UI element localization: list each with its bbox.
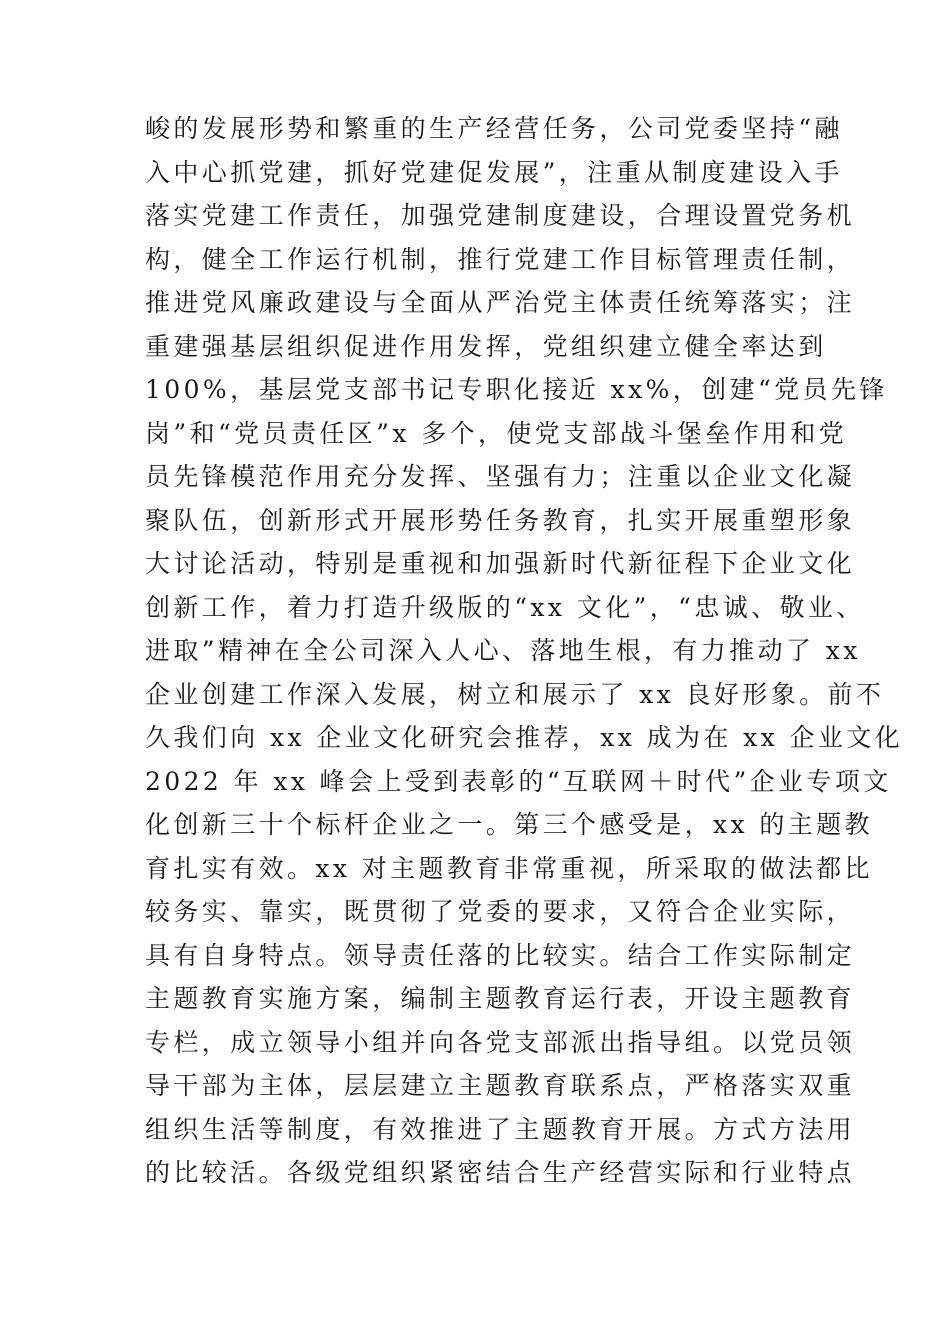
text-line: 聚队伍，创新形式开展形势任务教育，扎实开展重塑形象 [145, 505, 856, 535]
text-line: 落实党建工作责任，加强党建制度建设，合理设置党务机 [145, 201, 856, 230]
text-line: 员先锋模范作用充分发挥、坚强有力；注重以企业文化凝 [145, 462, 856, 491]
text-line: 进取”精神在全公司深入人心、落地生根，有力推动了 xx [145, 636, 861, 665]
text-line: 大讨论活动，特别是重视和加强新时代新征程下企业文化 [145, 549, 856, 578]
body-text [145, 107, 904, 1195]
text-line: 较务实、靠实，既贯彻了党委的要求，又符合企业实际， [145, 897, 856, 926]
text-line: 导干部为主体，层层建立主题教育联系点，严格落实双重 [145, 1071, 856, 1100]
text-line: 重建强基层组织促进作用发挥，党组织建立健全率达到 [145, 331, 827, 361]
text-line: 化创新三十个标杆企业之一。第三个感受是，xx 的主题教 [145, 810, 873, 839]
text-line: 构，健全工作运行机制，推行党建工作目标管理责任制， [145, 244, 856, 274]
text-line: 推进党风廉政建设与全面从严治党主体责任统筹落实；注 [145, 288, 856, 317]
text-line: 峻的发展形势和繁重的生产经营任务，公司党委坚持“融 [145, 114, 843, 143]
text-line: 育扎实有效。xx 对主题教育非常重视，所采取的做法都比 [145, 853, 873, 883]
text-line: 具有自身特点。领导责任落的比较实。结合工作实际制定 [145, 940, 856, 970]
text-line: 入中心抓党建，抓好党建促发展”，注重从制度建设入手 [145, 157, 843, 187]
text-line: 专栏，成立领导小组并向各党支部派出指导组。以党员领 [145, 1027, 856, 1057]
text-line: 主题教育实施方案，编制主题教育运行表，开设主题教育 [145, 984, 856, 1013]
text-line: 组织生活等制度，有效推进了主题教育开展。方式方法用 [145, 1114, 856, 1144]
text-line: 2022 年 xx 峰会上受到表彰的“互联网＋时代”企业专项文 [145, 766, 892, 796]
text-line: 创新工作，着力打造升级版的“xx 文化”，“忠诚、敬业、 [145, 592, 865, 622]
text-line: 100%，基层党支部书记专职化接近 xx%，创建“党员先锋 [145, 375, 888, 404]
text-line: 岗”和“党员责任区”x 多个，使党支部战斗堡垒作用和党 [145, 418, 848, 448]
text-line: 企业创建工作深入发展，树立和展示了 xx 良好形象。前不 [145, 679, 885, 709]
text-line: 的比较活。各级党组织紧密结合生产经营实际和行业特点 [145, 1158, 856, 1187]
text-line: 久我们向 xx 企业文化研究会推荐，xx 成为在 xx 企业文化 [145, 723, 904, 752]
